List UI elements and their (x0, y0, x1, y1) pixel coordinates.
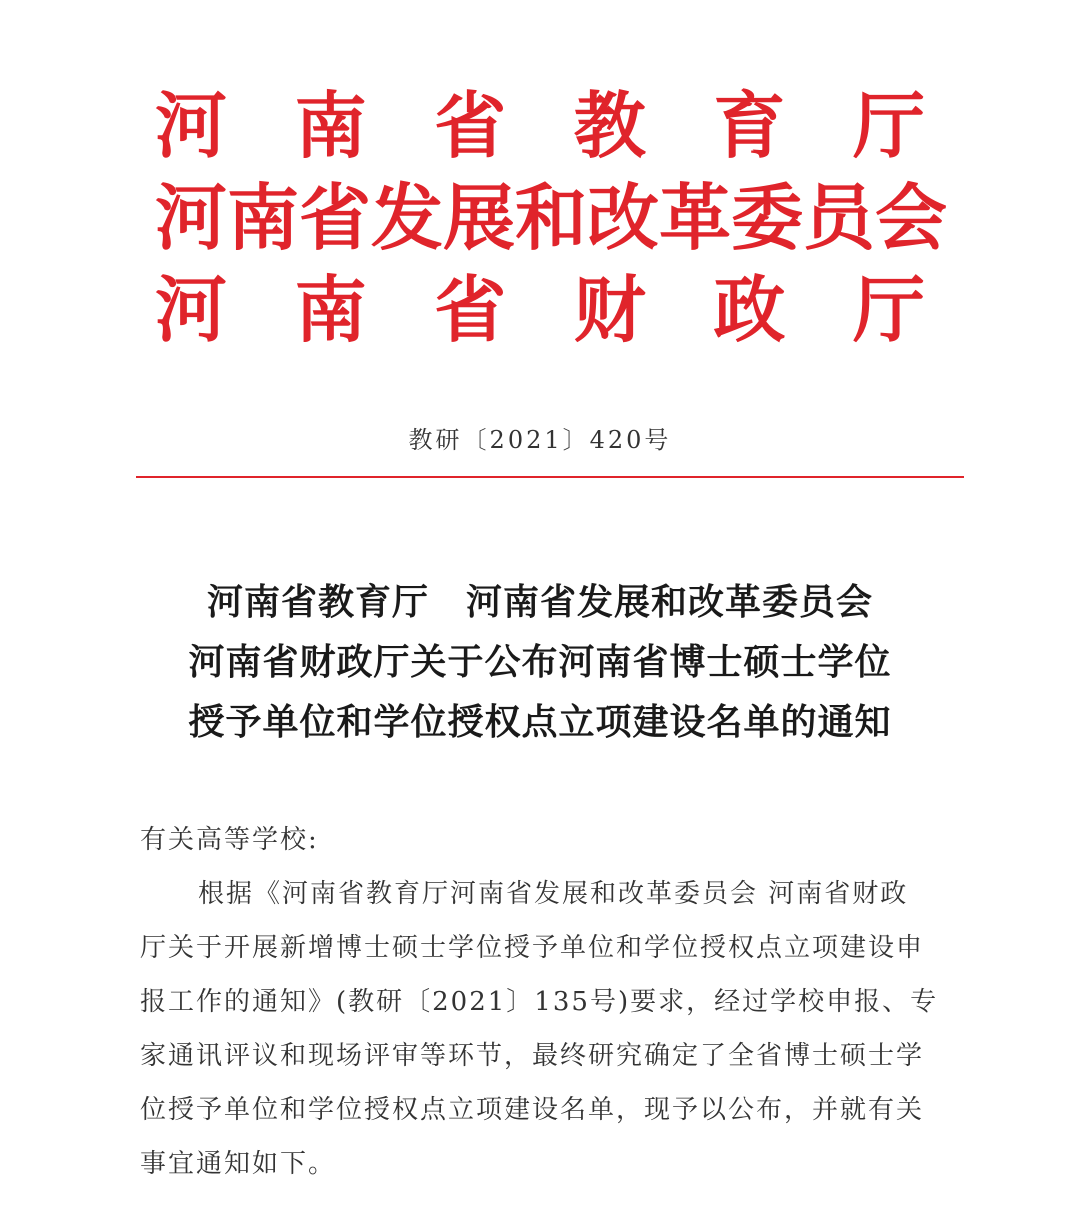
red-divider-line (136, 476, 964, 478)
issuer-char: 南 (227, 175, 300, 260)
issuer-char: 省 (434, 267, 507, 352)
salutation: 有关高等学校: (140, 825, 319, 855)
title-line: 河南省财政厅关于公布河南省博士硕士学位 (188, 641, 892, 683)
body-line: 位授予单位和学位授权点立项建设名单，现予以公布，并就有关 (140, 1095, 925, 1125)
document-title (0, 572, 1080, 752)
issuer-char: 发 (371, 175, 444, 260)
issuer-char: 育 (713, 83, 786, 168)
body-line: 家通讯评议和现场评审等环节，最终研究确定了全省博士硕士学 (140, 1041, 925, 1071)
document-number: 教研〔2021〕420号 (408, 426, 672, 454)
body-line: 事宜通知如下。 (140, 1149, 337, 1179)
issuer-char: 南 (294, 267, 367, 352)
issuer-line-education (155, 80, 925, 172)
title-line: 授予单位和学位授权点立项建设名单的通知 (188, 701, 892, 743)
issuer-line-finance (155, 264, 925, 356)
body-line: 厅关于开展新增博士硕士学位授予单位和学位授权点立项建设申 (140, 933, 925, 963)
issuer-char: 和 (515, 175, 588, 260)
body-line: 报工作的通知》(教研〔2021〕135号)要求，经过学校申报、专 (140, 987, 939, 1017)
issuer-char: 教 (573, 83, 646, 168)
issuer-char: 政 (713, 267, 786, 352)
issuer-char: 员 (803, 175, 876, 260)
issuer-char: 河 (155, 83, 228, 168)
issuer-char: 南 (294, 83, 367, 168)
issuer-header (155, 80, 948, 356)
body-line: 根据《河南省教育厅河南省发展和改革委员会 河南省财政 (198, 879, 909, 909)
issuer-line-development-reform (155, 172, 948, 264)
issuer-char: 会 (875, 175, 948, 260)
issuer-char: 展 (443, 175, 516, 260)
issuer-char: 厅 (852, 267, 925, 352)
issuer-char: 省 (299, 175, 372, 260)
issuer-char: 革 (659, 175, 732, 260)
body-paragraph (140, 867, 960, 1191)
issuer-char: 省 (434, 83, 507, 168)
issuer-char: 河 (155, 267, 228, 352)
issuer-char: 委 (731, 175, 804, 260)
issuer-char: 改 (587, 175, 660, 260)
issuer-char: 河 (155, 175, 228, 260)
issuer-char: 财 (573, 267, 646, 352)
title-line: 河南省教育厅 河南省发展和改革委员会 (206, 581, 873, 623)
issuer-char: 厅 (852, 83, 925, 168)
